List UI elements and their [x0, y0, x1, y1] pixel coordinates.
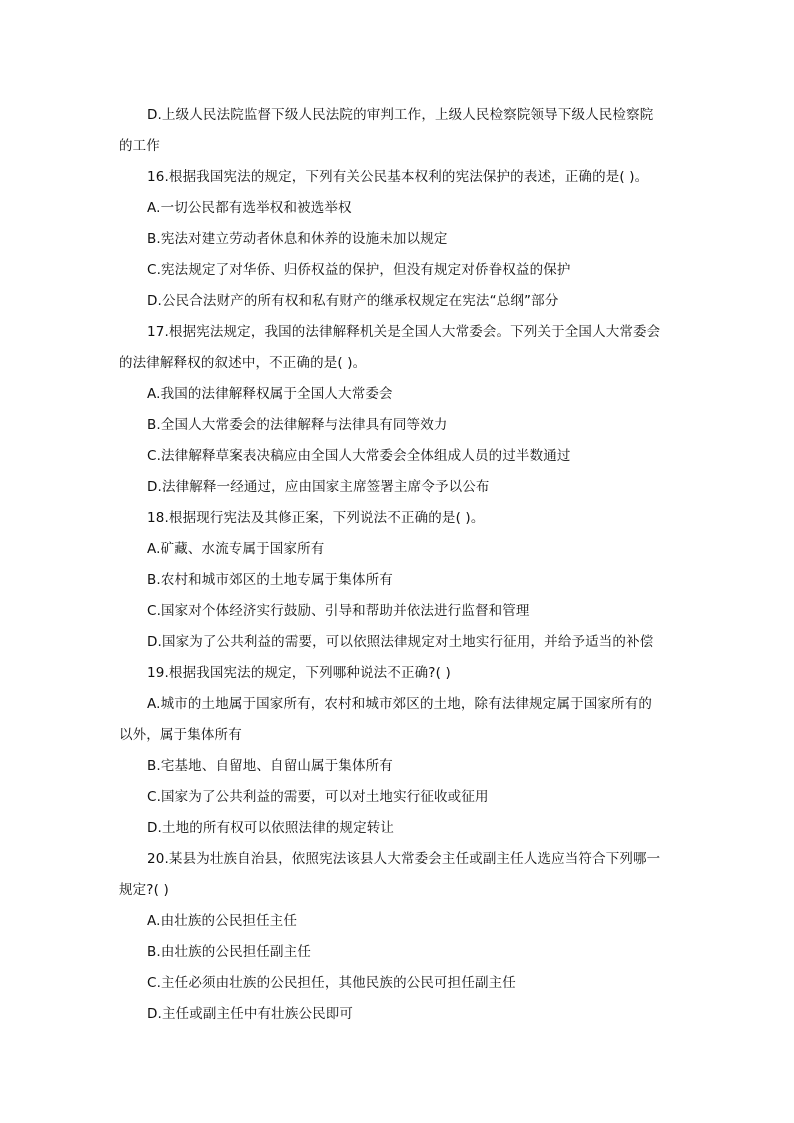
option-line: C.法律解释草案表决稿应由全国人大常委会全体组成人员的过半数通过 — [147, 448, 571, 464]
continuation-line: 的法律解释权的叙述中，不正确的是( )。 — [119, 355, 367, 371]
option-line: A.由壮族的公民担任主任 — [147, 913, 298, 929]
question-19: 19.根据我国宪法的规定，下列哪种说法不正确?( ) — [147, 665, 451, 681]
continuation-line: 规定?( ) — [119, 882, 169, 898]
option-line: D.法律解释一经通过，应由国家主席签署主席令予以公布 — [147, 479, 490, 495]
option-line: D.上级人民法院监督下级人民法院的审判工作，上级人民检察院领导下级人民检察院 — [147, 107, 654, 123]
option-line: A.城市的土地属于国家所有，农村和城市郊区的土地，除有法律规定属于国家所有的 — [147, 696, 652, 712]
option-line: A.我国的法律解释权属于全国人大常委会 — [147, 386, 393, 402]
question-17: 17.根据宪法规定，我国的法律解释机关是全国人大常委会。下列关于全国人大常委会 — [147, 324, 661, 340]
question-20: 20.某县为壮族自治县，依照宪法该县人大常委会主任或副主任人选应当符合下列哪一 — [147, 851, 661, 867]
document-body — [119, 100, 675, 1030]
continuation-line: 以外，属于集体所有 — [119, 727, 242, 743]
option-line: D.国家为了公共利益的需要，可以依照法律规定对土地实行征用，并给予适当的补偿 — [147, 634, 654, 650]
option-line: C.国家为了公共利益的需要，可以对土地实行征收或征用 — [147, 789, 489, 805]
option-line: C.宪法规定了对华侨、归侨权益的保护，但没有规定对侨眷权益的保护 — [147, 262, 571, 278]
option-line: B.由壮族的公民担任副主任 — [147, 944, 312, 960]
option-line: C.国家对个体经济实行鼓励、引导和帮助并依法进行监督和管理 — [147, 603, 530, 619]
option-line: D.土地的所有权可以依照法律的规定转让 — [147, 820, 395, 836]
question-18: 18.根据现行宪法及其修正案，下列说法不正确的是( )。 — [147, 510, 485, 526]
continuation-line: 的工作 — [119, 138, 160, 154]
option-line: D.主任或副主任中有壮族公民即可 — [147, 1006, 354, 1022]
option-line: D.公民合法财产的所有权和私有财产的继承权规定在宪法“总纲”部分 — [147, 293, 559, 309]
question-16: 16.根据我国宪法的规定，下列有关公民基本权利的宪法保护的表述，正确的是( )。 — [147, 169, 649, 185]
option-line: A.一切公民都有选举权和被选举权 — [147, 200, 352, 216]
option-line: B.宅基地、自留地、自留山属于集体所有 — [147, 758, 393, 774]
option-line: C.主任必须由壮族的公民担任，其他民族的公民可担任副主任 — [147, 975, 516, 991]
option-line: B.宪法对建立劳动者休息和休养的设施未加以规定 — [147, 231, 448, 247]
option-line: A.矿藏、水流专属于国家所有 — [147, 541, 325, 557]
option-line: B.全国人大常委会的法律解释与法律具有同等效力 — [147, 417, 448, 433]
option-line: B.农村和城市郊区的土地专属于集体所有 — [147, 572, 393, 588]
